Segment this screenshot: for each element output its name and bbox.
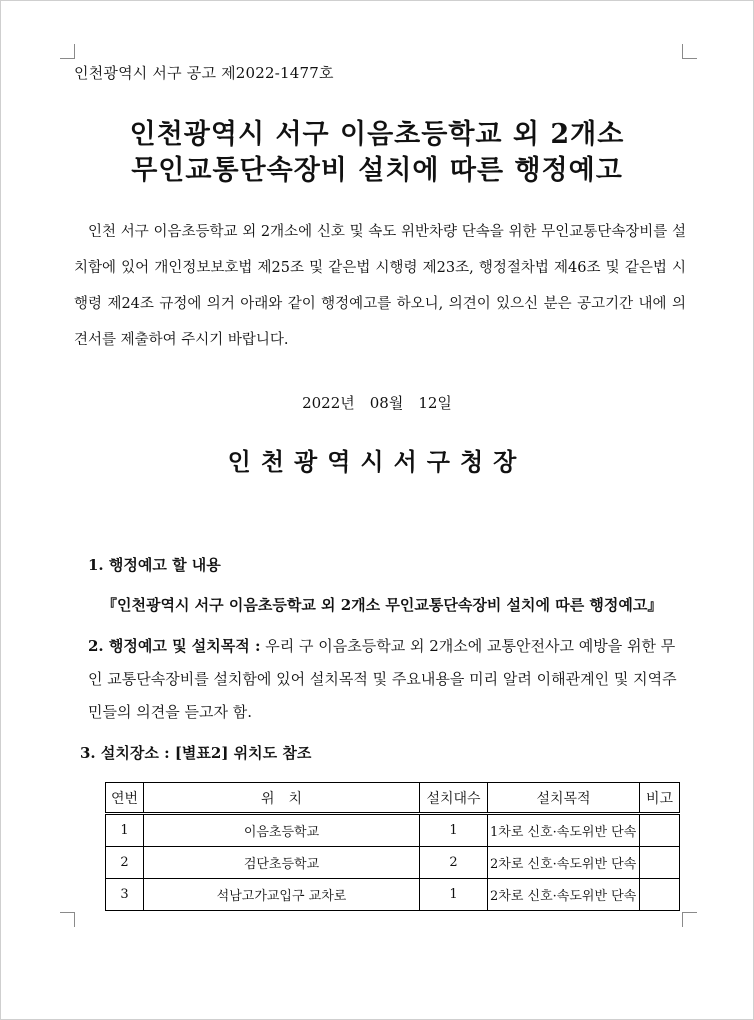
crop-mark-top-right [682,44,697,59]
body-paragraph: 인천 서구 이음초등학교 외 2개소에 신호 및 속도 위반차량 단속을 위한 무인교통단속장비를 설치함에 있어 개인정보보호법 제25조 및 같은법 시행령 제23조, 행정절차법 제46조 및 같은법 시행령 제24조 규정에 의거 아래와 같이 행정예고를 하오니, 의견이 있으신 분은 공고기간 내에 의견서를 제출하여 주시기 바랍니다. [74,224,686,348]
cell-purpose: 2차로 신호·속도위반 단속 [488,879,640,911]
crop-mark-bottom-right [682,912,697,927]
section-3-heading: 3. 설치장소 : [별표2] 위치도 참조 [80,744,312,762]
crop-mark-top-left [60,44,75,59]
cell-location: 이음초등학교 [144,814,420,847]
cell-no: 2 [106,847,144,879]
col-header-note: 비고 [640,783,680,814]
cell-note [640,847,680,879]
table-row [106,879,680,911]
cell-purpose: 2차로 신호·속도위반 단속 [488,847,640,879]
title-line-2: 무인교통단속장비 설치에 따른 행정예고 [131,155,623,186]
title-line-1: 인천광역시 서구 이음초등학교 외 2개소 [129,119,625,150]
section-2-text: 우리 구 이음초등학교 외 2개소에 교통안전사고 예방을 위한 무인 교통단속장비를 설치함에 있어 설치목적 및 주요내용을 미리 알려 이해관계인 및 지역주민들의 의견을 듣고자 함. [88,637,677,721]
cell-note [640,814,680,847]
cell-count: 1 [420,814,488,847]
col-header-location: 위 치 [144,783,420,814]
col-header-no: 연번 [106,783,144,814]
col-header-count: 설치대수 [420,783,488,814]
issuer-name: 인천광역시서구청장 [227,447,527,476]
col-header-purpose: 설치목적 [488,783,640,814]
table-row [106,847,680,879]
cell-count: 2 [420,847,488,879]
cell-purpose: 1차로 신호·속도위반 단속 [488,814,640,847]
crop-mark-bottom-left [60,912,75,927]
section-1-content: 『인천광역시 서구 이음초등학교 외 2개소 무인교통단속장비 설치에 따른 행정예고』 [102,596,663,614]
location-table [105,782,680,911]
notice-number: 인천광역시 서구 공고 제2022-1477호 [74,64,334,82]
cell-no: 1 [106,814,144,847]
section-1-heading: 1. 행정예고 할 내용 [88,556,221,574]
cell-location: 석남고가교입구 교차로 [144,879,420,911]
cell-count: 1 [420,879,488,911]
cell-location: 검단초등학교 [144,847,420,879]
cell-note [640,879,680,911]
table-row [106,814,680,847]
table-header-row [106,783,680,814]
notice-date: 2022년 08월 12일 [302,394,452,412]
section-2 [88,630,682,729]
cell-no: 3 [106,879,144,911]
section-2-heading: 2. 행정예고 및 설치목적 : [88,637,261,655]
